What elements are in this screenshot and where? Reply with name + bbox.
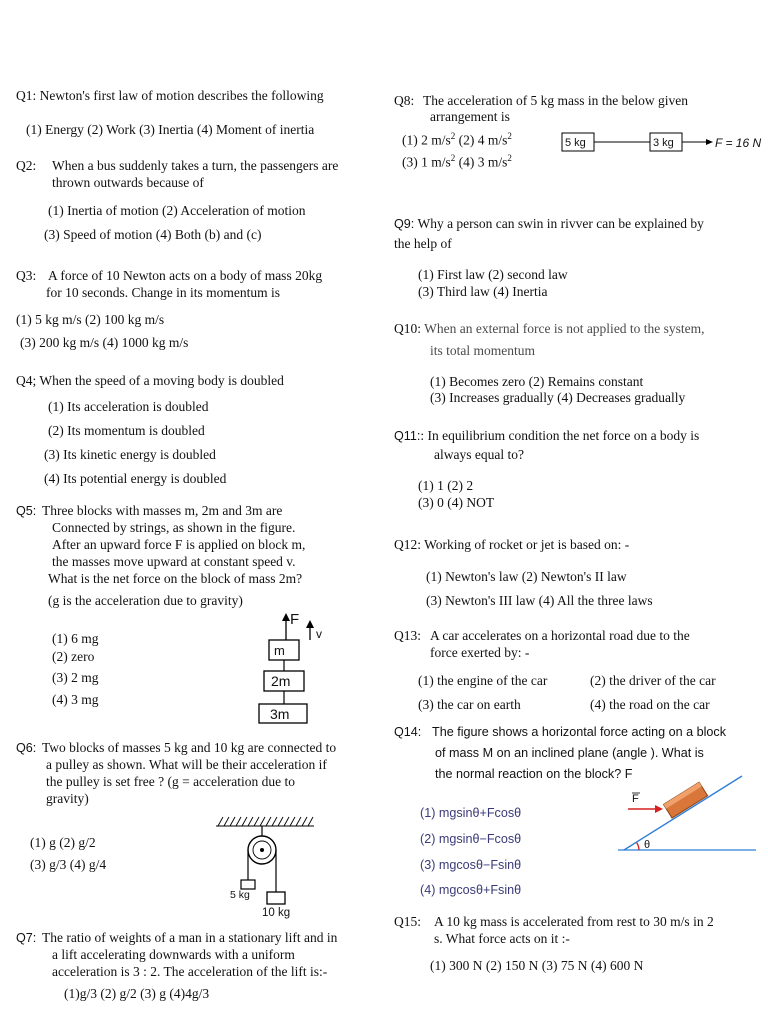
q6-mass-5kg-label: 5 kg	[230, 889, 250, 901]
q6-line-2: a pulley as shown. What will be their acceleration if	[46, 757, 327, 772]
q14-line-1: The figure shows a horizontal force acting on a block	[432, 725, 727, 739]
q5-line-1: Three blocks with masses m, 2m and 3m are	[42, 503, 283, 518]
q15-line-1: A 10 kg mass is accelerated from rest to 30 m/s in 2	[434, 914, 714, 929]
q4-option-2: (2) Its momentum is doubled	[48, 423, 205, 438]
q6-number: Q6:	[16, 741, 37, 755]
q13-line-1: A car accelerates on a horizontal road due to the	[430, 628, 690, 643]
q13-option-4: (4) the road on the car	[590, 697, 710, 712]
q6-options-row-2: (3) g/3 (4) g/4	[30, 857, 107, 872]
q3-line-2: for 10 seconds. Change in its momentum is	[46, 285, 280, 300]
q8-block-5kg-label: 5 kg	[565, 137, 586, 149]
q6-line-4: gravity)	[46, 791, 89, 806]
q6-line-1: Two blocks of masses 5 kg and 10 kg are connected to	[42, 740, 337, 755]
q7-line-3: acceleration is 3 : 2. The acceleration of the lift is:-	[52, 964, 328, 979]
q5-block-3m-label: 3m	[270, 706, 290, 722]
q2-line-1: When a bus suddenly takes a turn, the passengers are	[52, 158, 339, 173]
q9-number: Q9:	[394, 217, 415, 231]
q2-line-2: thrown outwards because of	[52, 175, 204, 190]
q8-options-row-2: (3) 1 $m/s^2$ (4) 3 $m/s^2$	[402, 153, 512, 170]
q5-block-m-label: m	[274, 643, 285, 658]
q6-pulley-figure	[214, 814, 322, 922]
q13-line-2: force exerted by: -	[430, 645, 530, 660]
q11-number: Q11:	[394, 429, 421, 443]
q8-option-1: (1) 2 m/s	[402, 132, 451, 148]
q5-number: Q5:	[16, 504, 37, 518]
q14-block	[664, 782, 708, 818]
q5-blocks-figure	[255, 608, 335, 726]
q13-option-1: (1) the engine of the car	[418, 673, 548, 688]
q14-line-3: the normal reaction on the block? F	[435, 767, 633, 781]
q3-line-1: A force of 10 Newton acts on a body of mass 20kg	[48, 268, 323, 283]
q12-options-row-2: (3) Newton's III law (4) All the three laws	[426, 593, 653, 608]
q14-number: Q14:	[394, 725, 422, 739]
q7-line-2: a lift accelerating downwards with a uniform	[52, 947, 295, 962]
q8-blocks-figure	[560, 128, 766, 158]
q9-options-row-1: (1) First law (2) second law	[418, 267, 568, 282]
q5-option-4: (4) 3 mg	[52, 692, 99, 707]
q13-option-2: (2) the driver of the car	[590, 673, 716, 688]
q7-number: Q7:	[16, 931, 37, 945]
q5-line-6: (g is the acceleration due to gravity)	[48, 593, 243, 608]
q5-option-3: (3) 2 mg	[52, 670, 99, 685]
q15-options: (1) 300 N (2) 150 N (3) 75 N (4) 600 N	[430, 958, 644, 973]
q9-line-2: the help of	[394, 236, 452, 251]
q3-options-row-1: (1) 5 kg m/s (2) 100 kg m/s	[16, 312, 165, 327]
q5-line-4: the masses move upward at constant speed v.	[52, 554, 296, 569]
q5-line-5: What is the net force on the block of mass 2m?	[48, 571, 303, 586]
q10-options-row-2: (3) Increases gradually (4) Decreases gradually	[430, 390, 686, 405]
q5-velocity-label: v	[316, 627, 322, 641]
q2-number: Q2:	[16, 158, 37, 173]
q8-line-1: The acceleration of 5 kg mass in the below given	[423, 93, 689, 108]
q8-block-3kg-label: 3 kg	[653, 137, 674, 149]
q12-text: Q12: Working of rocket or jet is based on: -	[394, 537, 630, 552]
q3-number: Q3:	[16, 268, 37, 283]
q5-option-1: (1) 6 mg	[52, 631, 99, 646]
q13-number: Q13:	[394, 628, 421, 643]
q6-line-3: the pulley is set free ? (g = acceleration due to	[46, 774, 296, 789]
q10-line-2: its total momentum	[430, 343, 535, 358]
q6-options-row-1: (1) g (2) g/2	[30, 835, 96, 850]
q8-line-2: arrangement is	[430, 109, 510, 124]
q6-mass-5kg	[241, 880, 255, 889]
q9-line-1: Why a person can swin in rivver can be explained by	[417, 216, 704, 231]
q12-options-row-1: (1) Newton's law (2) Newton's II law	[426, 569, 627, 584]
q14-force-label: F	[632, 793, 639, 805]
q8-options-row-1: (1) 2 $m/s^2$ (2) 4 $m/s^2$	[402, 131, 512, 148]
q14-option-3: (3) mgcosθ−Fsinθ	[420, 858, 522, 872]
q11-line-2: always equal to?	[434, 447, 524, 462]
q10-number: Q10:	[394, 321, 421, 336]
q2-options-row-1: (1) Inertia of motion (2) Acceleration of motion	[48, 203, 306, 218]
q14-angle-label: θ	[644, 839, 651, 851]
q5-force-label: F	[290, 611, 300, 628]
q8-option-3: (3) 1 m/s	[402, 154, 451, 170]
q14-line-2: of mass M on an inclined plane (angle ). What is	[435, 746, 704, 760]
q4-text: Q4; When the speed of a moving body is doubled	[16, 373, 284, 388]
q4-option-3: (3) Its kinetic energy is doubled	[44, 447, 216, 462]
q14-option-2: (2) mgsinθ−Fcosθ	[420, 832, 522, 846]
q9-options-row-2: (3) Third law (4) Inertia	[418, 284, 548, 299]
q8-number: Q8:	[394, 93, 415, 108]
q4-option-4: (4) Its potential energy is doubled	[44, 471, 227, 486]
q11-options-row-2: (3) 0 (4) NOT	[418, 495, 495, 510]
q15-line-2: s. What force acts on it :-	[434, 931, 570, 946]
q8-option-2: (2) 4 m/s	[455, 132, 508, 148]
q4-option-1: (1) Its acceleration is doubled	[48, 399, 209, 414]
q14-incline-figure	[618, 774, 758, 856]
q13-option-3: (3) the car on earth	[418, 697, 521, 712]
q3-options-row-2: (3) 200 kg m/s (4) 1000 kg m/s	[20, 335, 189, 350]
q7-options: (1)g/3 (2) g/2 (3) g (4)4g/3	[64, 986, 210, 1001]
q1-options: (1) Energy (2) Work (3) Inertia (4) Moment of inertia	[26, 122, 315, 137]
q8-force-label: F = 16 N	[715, 136, 762, 150]
q15-number: Q15:	[394, 914, 421, 929]
q5-line-2: Connected by strings, as shown in the figure.	[52, 520, 296, 535]
q10-line-1: When an external force is not applied to the system,	[424, 321, 705, 336]
q7-line-1: The ratio of weights of a man in a stationary lift and in	[42, 930, 338, 945]
q6-mass-10kg-label: 10 kg	[262, 907, 291, 919]
q11-options-row-1: (1) 1 (2) 2	[418, 478, 474, 493]
q10-options-row-1: (1) Becomes zero (2) Remains constant	[430, 374, 644, 389]
q8-option-4: (4) 3 m/s	[455, 154, 508, 170]
q14-option-4: (4) mgcosθ+Fsinθ	[420, 883, 522, 897]
q5-option-2: (2) zero	[52, 649, 95, 664]
q5-line-3: After an upward force F is applied on block m,	[52, 537, 306, 552]
q11-line-1: : In equilibrium condition the net force on a body is	[420, 428, 700, 443]
q1-text: Q1: Newton's first law of motion describes the following	[16, 88, 324, 103]
q5-block-2m-label: 2m	[271, 673, 291, 689]
q2-options-row-2: (3) Speed of motion (4) Both (b) and (c)	[44, 227, 262, 242]
q14-option-1: (1) mgsinθ+Fcosθ	[420, 806, 522, 820]
q6-mass-10kg	[267, 892, 285, 904]
